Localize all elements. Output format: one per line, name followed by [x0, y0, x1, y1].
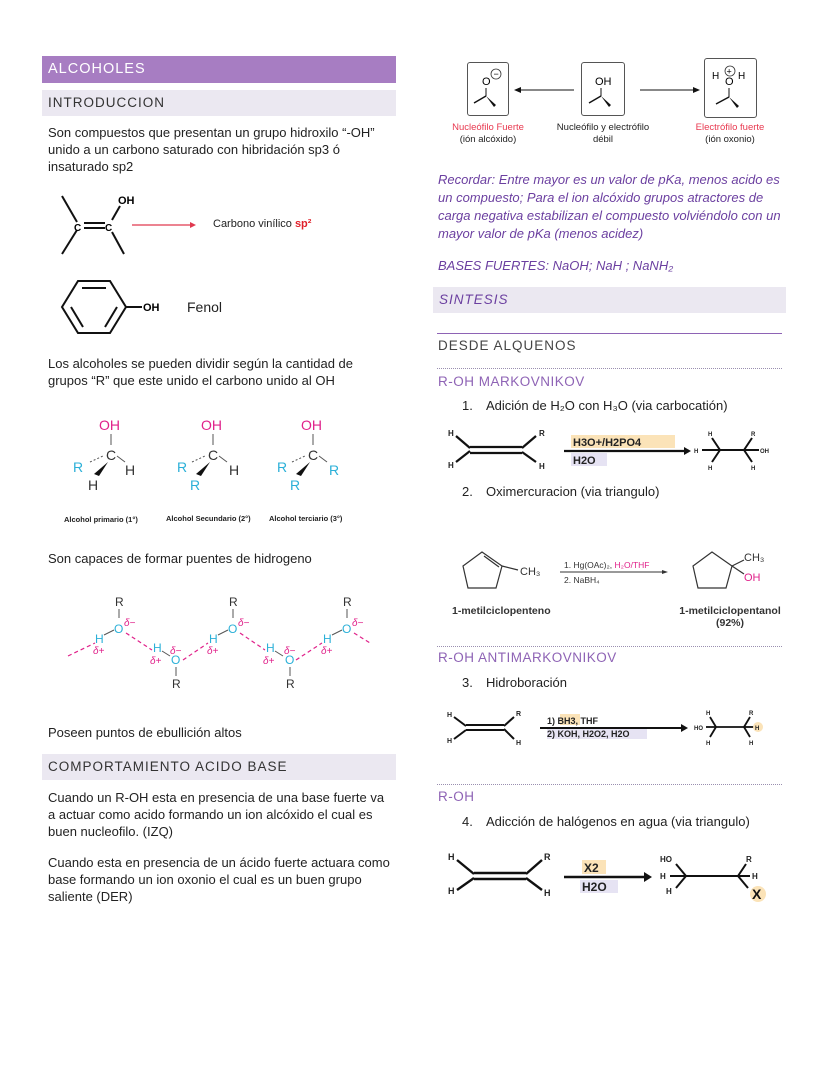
svg-text:O: O [342, 622, 352, 636]
divider [437, 368, 782, 369]
svg-text:O: O [171, 653, 181, 667]
svg-text:H: H [544, 888, 551, 898]
svg-text:C: C [105, 223, 113, 234]
acid-base-paragraph-1: Cuando un R-OH esta en presencia de una base fuerte va a actuar como acido formando un ion alcóxido el cual es buen nucleofilo. (IZQ) [48, 790, 385, 839]
phenol-structure [58, 278, 168, 338]
svg-text:R: R [329, 462, 340, 478]
svg-text:H: H [706, 711, 711, 717]
svg-text:H: H [153, 641, 162, 655]
svg-text:H3O+/H2PO4: H3O+/H2PO4 [573, 437, 642, 449]
recordar-note: Recordar: Entre mayor es un valor de pKa, menos acido es un compuesto; Para el ion alcóxido grupos atractores de carga negativa estabilizan el compuesto volviéndolo con un mayor valor de pKa (menos acidez) [438, 172, 781, 241]
svg-text:R: R [115, 595, 124, 609]
hbond-text: Son capaces de formar puentes de hidrogeno [48, 551, 312, 566]
svg-text:H: H [95, 632, 104, 646]
svg-text:δ−: δ− [124, 618, 136, 629]
svg-text:C: C [106, 447, 117, 463]
svg-text:−: − [493, 69, 499, 79]
subheader-acido-base: COMPORTAMIENTO ACIDO BASE [42, 754, 396, 780]
svg-text:O: O [114, 622, 124, 636]
product-name: 1-metilciclopentanol (92%) [679, 605, 781, 629]
svg-text:H: H [125, 462, 136, 478]
svg-text:OH: OH [118, 195, 135, 207]
svg-text:H: H [666, 887, 672, 896]
svg-text:δ+: δ+ [263, 656, 275, 667]
svg-text:H: H [738, 71, 746, 82]
section-title-alcoholes: ALCOHOLES [42, 56, 396, 83]
svg-text:H: H [448, 429, 454, 438]
svg-text:δ−: δ− [170, 646, 182, 657]
svg-text:R: R [544, 852, 551, 862]
svg-text:O: O [228, 622, 238, 636]
svg-text:C: C [208, 447, 219, 463]
caption-oxonium: Electrófilo fuerte (ión oxonio) [695, 122, 765, 145]
reaction-4-halohydrin [444, 848, 784, 902]
svg-text:OH: OH [744, 572, 761, 584]
svg-text:R: R [539, 429, 545, 438]
svg-text:OH: OH [99, 417, 120, 433]
svg-text:H: H [448, 461, 454, 470]
svg-text:R: R [172, 677, 181, 691]
svg-text:H: H [694, 449, 699, 455]
svg-text:OH: OH [760, 449, 769, 455]
divider [437, 333, 782, 334]
reaction-3-hydroboration [444, 707, 784, 749]
svg-text:R: R [286, 677, 295, 691]
svg-text:R: R [190, 477, 201, 493]
acid-base-paragraph-2: Cuando esta en presencia de un ácido fuerte actuara como base formando un ion oxonio el cual es un buen grupo saliente (DER) [48, 855, 390, 904]
svg-text:1. Hg(OAc)₂, H₂O/THF: 1. Hg(OAc)₂, H₂O/THF [564, 560, 650, 570]
svg-text:O: O [725, 76, 734, 88]
reaction-2-oxymercuration [460, 548, 790, 598]
svg-text:H: H [749, 741, 754, 747]
svg-text:R: R [746, 855, 752, 864]
caption-alkoxide: Nucleófilo Fuerte (ión alcóxido) [452, 122, 524, 145]
caption-alcohol: Nucleófilo y electrófilo débil [556, 122, 650, 145]
svg-text:H: H [708, 466, 713, 472]
svg-text:C: C [308, 447, 319, 463]
svg-text:δ+: δ+ [207, 646, 219, 657]
step-4: 4. Adicción de halógenos en agua (via triangulo) [462, 814, 750, 829]
svg-text:H: H [209, 632, 218, 646]
svg-text:δ+: δ+ [150, 656, 162, 667]
svg-text:δ−: δ− [238, 618, 250, 629]
svg-text:R: R [177, 459, 188, 475]
equilibrium-arrows [512, 84, 762, 96]
svg-text:OH: OH [595, 76, 612, 88]
svg-text:δ−: δ− [284, 646, 296, 657]
svg-text:R: R [290, 477, 301, 493]
vinyl-carbon-label: Carbono vinílico sp² [213, 218, 312, 230]
svg-text:C: C [74, 223, 82, 234]
svg-text:O: O [482, 76, 491, 88]
svg-text:R: R [229, 595, 238, 609]
svg-text:R: R [277, 459, 288, 475]
svg-text:OH: OH [143, 302, 160, 314]
svg-text:H: H [752, 872, 758, 881]
alcohol-classes-diagram [55, 412, 365, 502]
reaction-1-hydration [444, 424, 784, 474]
heading-desde-alquenos: DESDE ALQUENOS [438, 338, 577, 353]
svg-text:OH: OH [201, 417, 222, 433]
svg-text:H: H [323, 632, 332, 646]
svg-text:R: R [73, 459, 84, 475]
svg-text:H: H [447, 712, 453, 719]
svg-text:H: H [447, 738, 453, 745]
svg-text:δ+: δ+ [321, 646, 333, 657]
label-alcohol-primario: Alcohol primario (1°) [64, 515, 138, 524]
svg-text:H: H [88, 477, 99, 493]
svg-text:HO: HO [694, 726, 703, 732]
svg-text:O: O [285, 653, 295, 667]
svg-text:δ−: δ− [352, 618, 364, 629]
phenol-label: Fenol [187, 299, 223, 315]
svg-text:H2O: H2O [582, 880, 607, 894]
svg-text:δ+: δ+ [93, 646, 105, 657]
svg-text:H: H [448, 886, 455, 896]
step-3: 3. Hidroboración [462, 675, 567, 690]
svg-text:R: R [749, 711, 754, 717]
svg-text:H: H [751, 466, 756, 472]
subheader-sintesis: SINTESIS [433, 287, 786, 313]
svg-text:H: H [266, 641, 275, 655]
svg-text:HO: HO [660, 855, 672, 864]
heading-antimarkovnikov: R-OH ANTIMARKOVNIKOV [438, 650, 617, 665]
svg-text:R: R [751, 432, 756, 438]
divider [437, 784, 782, 785]
svg-text:CH₃: CH₃ [744, 552, 765, 564]
svg-text:H: H [539, 462, 545, 471]
svg-text:R: R [516, 711, 522, 718]
svg-text:H: H [708, 432, 713, 438]
svg-text:H2O: H2O [573, 455, 596, 467]
alkoxide-box [467, 62, 509, 116]
svg-text:OH: OH [301, 417, 322, 433]
svg-text:H: H [448, 852, 455, 862]
hydrogen-bond-diagram [60, 588, 380, 693]
heading-markovnikov: R-OH MARKOVNIKOV [438, 374, 585, 389]
svg-text:2. NaBH₄: 2. NaBH₄ [564, 575, 600, 585]
boiling-point-text: Poseen puntos de ebullición altos [48, 725, 242, 740]
svg-text:H: H [706, 741, 711, 747]
svg-text:H: H [660, 872, 666, 881]
svg-text:1) BH3, THF: 1) BH3, THF [547, 716, 599, 726]
svg-text:H: H [516, 740, 522, 747]
svg-text:2) KOH, H2O2, H2O: 2) KOH, H2O2, H2O [547, 729, 630, 739]
heading-roh: R-OH [438, 789, 475, 804]
svg-text:X2: X2 [584, 861, 599, 875]
step-1: 1. Adición de H₂O con H₃O (via carbocatión) [462, 398, 728, 413]
reactant-name: 1-metilciclopenteno [452, 605, 551, 617]
step-2: 2. Oximercuracion (via triangulo) [462, 484, 660, 499]
svg-text:H: H [229, 462, 240, 478]
intro-paragraph: Son compuestos que presentan un grupo hidroxilo “-OH” unido a un carbono saturado con hibridación sp3 ó insaturado sp2 [48, 125, 375, 174]
label-alcohol-terciario: Alcohol terciario (3°) [269, 514, 343, 523]
divider [437, 646, 782, 647]
svg-text:R: R [343, 595, 352, 609]
label-alcohol-secundario: Alcohol Secundario (2°) [166, 514, 251, 523]
strong-bases-note: BASES FUERTES: NaOH; NaH ; NaNH₂ [438, 258, 674, 273]
subheader-introduccion: INTRODUCCION [42, 90, 396, 116]
svg-text:H: H [755, 726, 760, 732]
svg-text:CH₃: CH₃ [520, 566, 541, 578]
svg-text:X: X [752, 886, 762, 902]
svg-text:+: + [726, 66, 732, 77]
svg-text:H: H [712, 71, 720, 82]
classification-paragraph: Los alcoholes se pueden dividir según la cantidad de grupos “R” que este unido el carbono unido al OH [48, 356, 353, 388]
